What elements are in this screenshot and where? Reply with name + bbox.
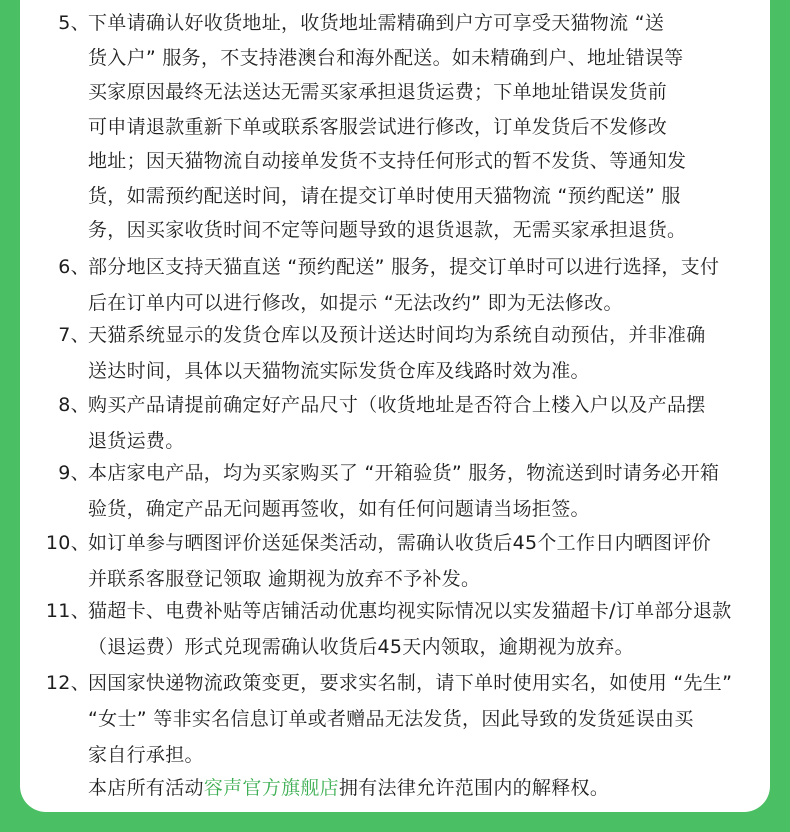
item-text-line: 部分地区支持天猫直送 “预约配送” 服务，提交订单时可以进行选择，支付 [88, 256, 720, 278]
item-text-line: 后在订单内可以进行修改，如提示 “无法改约” 即为无法修改。 [88, 292, 623, 314]
terms-card [20, 0, 770, 812]
item-text-line: 本店家电产品，均为买家购买了 “开箱验货” 服务，物流送到时请务必开箱 [88, 462, 720, 484]
item-text-line: 天猫系统显示的发货仓库以及预计送达时间均为系统自动预估，并非准确 [88, 324, 706, 346]
item-text-line: 送达时间，具体以天猫物流实际发货仓库及线路时效为准。 [88, 360, 590, 382]
item-number: 12、 [45, 672, 90, 694]
item-text-line: 验货，确定产品无问题再签收，如有任何问题请当场拒签。 [88, 498, 590, 520]
item-number: 6、 [58, 256, 90, 278]
item-text-line: 买家原因最终无法送达无需买家承担退货运费；下单地址错误发货前 [88, 81, 668, 103]
item-text-line: 并联系客服登记领取 逾期视为放弃不予补发。 [88, 568, 481, 590]
item-text-line: 货，如需预约配送时间，请在提交订单时使用天猫物流 “预约配送” 服 [88, 184, 681, 207]
item-text-line: 因国家快递物流政策变更，要求实名制，请下单时使用实名，如使用 “先生” [88, 672, 733, 694]
item-text-line: 下单请确认好收货地址，收货地址需精确到户方可享受天猫物流 “送 [88, 12, 665, 34]
item-text-line: （退运费）形式兑现需确认收货后45天内领取，逾期视为放弃。 [88, 636, 634, 658]
item-text-line: 务，因买家收货时间不定等问题导致的退货退款，无需买家承担退货。 [88, 219, 687, 241]
item-number: 9、 [58, 462, 90, 484]
item-number: 5、 [58, 12, 90, 34]
item-text-line: 地址；因天猫物流自动接单发货不支持任何形式的暂不发货、等通知发 [88, 150, 687, 172]
item-number: 11、 [45, 600, 90, 622]
footer-prefix: 本店所有活动 [88, 777, 204, 799]
store-name-link[interactable]: 容声官方旗舰店 [203, 777, 339, 799]
item-text-line: 退货运费。 [88, 430, 185, 452]
item-text-line: 如订单参与晒图评价送延保类活动，需确认收货后45个工作日内晒图评价 [88, 532, 712, 554]
footer-suffix: 拥有法律允许范围内的解释权。 [338, 777, 610, 799]
item-text-line: 购买产品请提前确定好产品尺寸（收货地址是否符合上楼入户以及产品摆 [88, 394, 706, 416]
item-number: 10、 [45, 532, 90, 554]
item-text-line: “女士” 等非实名信息订单或者赠品无法发货，因此导致的发货延误由买 [88, 708, 694, 730]
item-number: 7、 [58, 324, 90, 346]
footer-statement [88, 773, 609, 800]
item-text-line: 家自行承担。 [88, 744, 204, 766]
item-text-line: 猫超卡、电费补贴等店铺活动优惠均视实际情况以实发猫超卡/订单部分退款 [88, 600, 732, 622]
item-text-line: 可申请退款重新下单或联系客服尝试进行修改，订单发货后不发修改 [88, 115, 668, 138]
item-number: 8、 [58, 394, 90, 416]
item-text-line: 货入户” 服务，不支持港澳台和海外配送。如未精确到户、地址错误等 [88, 46, 684, 69]
